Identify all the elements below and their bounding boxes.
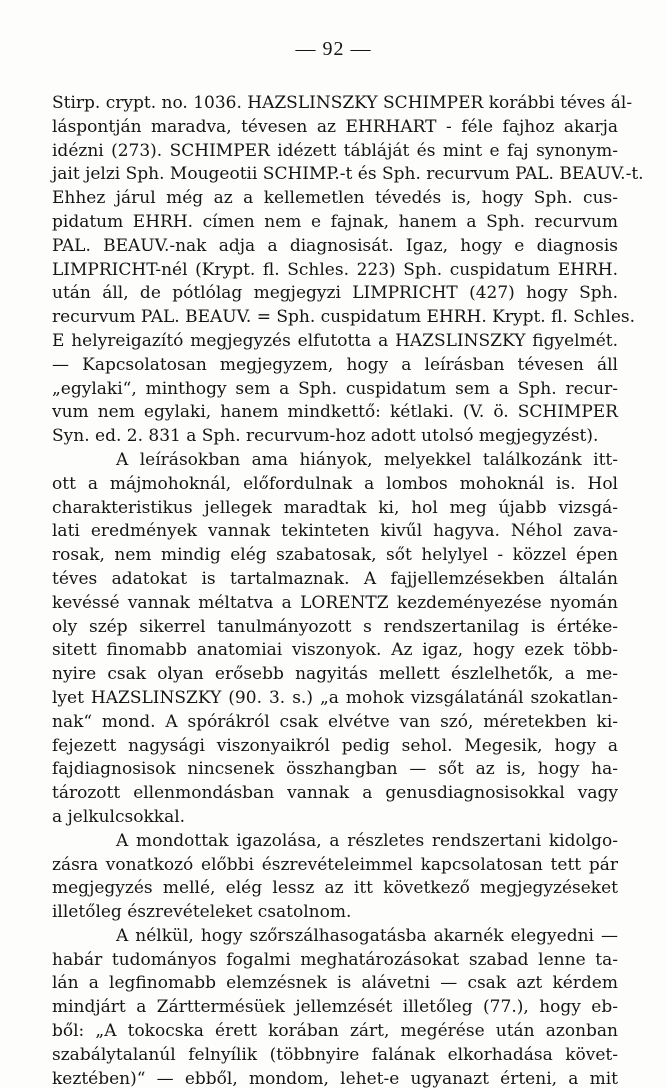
text-line: Ehhez járul még az a kellemetlen tévedés is, hogy Sph. cus- [52, 188, 618, 209]
text-line: charakteristikus jellegek maradtak ki, hol meg újabb vizsgá- [52, 497, 618, 518]
text-line: sitett finomabb anatomiai viszonyok. Az igaz, hogy ezek több- [52, 640, 618, 661]
text-line: pidatum EHRH. címen nem e fajnak, hanem a Sph. recurvum [52, 211, 618, 232]
paragraph [52, 830, 618, 925]
text-line: lán a legfinomabb elemzésnek is alávetni — csak azt kérdem [52, 973, 618, 994]
text-line: nyire csak olyan erősebb nagyitás mellett észlelhetők, a me- [52, 664, 618, 685]
page-body [52, 92, 644, 1091]
text-line: vum nem egylaki, hanem mindkettő: kétlaki. (V. ö. SCHIMPER [52, 402, 618, 423]
text-line: jait jelzi Sph. Mougeotii SCHIMP.-t és Sph. recurvum PAL. BEAUV.-t. [52, 164, 644, 185]
text-line: LIMPRICHT-nél (Krypt. fl. Schles. 223) Sph. cuspidatum EHRH. [52, 259, 618, 280]
text-line: PAL. BEAUV.-nak adja a diagnosisát. Igaz, hogy e diagnosis [52, 235, 618, 256]
text-line: A mondottak igazolása, a részletes rendszertani kidolgo- [116, 830, 618, 851]
text-line: idézni (273). SCHIMPER idézett tábláját és mint e faj synonym- [52, 140, 618, 161]
text-line: szabálytalanúl felnyílik (többnyire falának elkorhadása követ- [52, 1044, 618, 1065]
text-line: „egylaki“, minthogy sem a Sph. cuspidatum sem a Sph. recur- [52, 378, 618, 399]
text-line: fajdiagnosisok nincsenek összhangban — sőt az is, hogy ha- [52, 759, 618, 780]
text-line: megjegyzés mellé, elég lessz az itt következő megjegyzéseket [52, 878, 618, 899]
text-line: fejezett nagysági viszonyaikról pedig sehol. Megesik, hogy a [52, 735, 618, 756]
text-line: után áll, de pótlólag megjegyzi LIMPRICHT (427) hogy Sph. [52, 283, 618, 304]
text-line: láspontján maradva, tévesen az EHRHART - féle fajhoz akarja [52, 116, 618, 137]
text-line: — Kapcsolatosan megjegyzem, hogy a leírásban tévesen áll [52, 354, 618, 375]
text-line: a jelkulcsokkal. [52, 806, 186, 827]
text-line: mindjárt a Zárttermésüek jellemzését illetőleg (77.), hogy eb- [52, 997, 618, 1018]
text-line: zásra vonatkozó előbbi észrevételeimmel kapcsolatosan tett pár [52, 854, 618, 875]
paragraph [52, 925, 618, 1091]
text-line: keztében)“ — ebből, mondom, lehet-e ugyanazt érteni, a mit [52, 1068, 618, 1089]
text-line: habár tudományos fogalmi meghatározásokat szabad lenne ta- [52, 949, 618, 970]
text-line: A leírásokban ama hiányok, melyekkel találkozánk itt- [116, 449, 618, 470]
page-number: — 92 — [295, 38, 372, 60]
text-line: Stirp. crypt. no. 1036. HAZSLINSZKY SCHIMPER korábbi téves ál- [52, 93, 633, 113]
paragraph [52, 449, 618, 830]
text-line: lati eredmények vannak tekinteten kivűl hagyva. Néhol zava- [52, 521, 618, 542]
text-line: Syn. ed. 2. 831 a Sph. recurvum-hoz adott utolsó megjegyzést). [52, 426, 599, 447]
text-line: E helyreigazító megjegyzés elfutotta a HAZSLINSZKY figyelmét. [52, 330, 618, 351]
text-line: oly szép sikerrel tanulmányozott s rendszertanilag is értéke- [52, 616, 618, 637]
text-line: illetőleg észrevételeket csatolnom. [52, 902, 352, 923]
text-line: ott a májmohoknál, előfordulnak a lombos mohoknál is. Hol [52, 473, 618, 494]
text-line: rosak, nem mindig elég szabatosak, sőt helylyel - közzel épen [52, 545, 618, 566]
paragraph [52, 92, 644, 449]
text-line: ből: „A tokocska érett korában zárt, megérése után azonban [52, 1021, 618, 1042]
text-line: recurvum PAL. BEAUV. = Sph. cuspidatum EHRH. Krypt. fl. Schles. [52, 307, 636, 328]
text-line: nak“ mond. A spórákról csak elvétve van szó, méretekben ki- [52, 711, 618, 732]
text-line: tározott ellenmondásban vannak a genusdiagnosisokkal vagy [52, 783, 618, 804]
text-line: téves adatokat is tartalmaznak. A fajjellemzésekben általán [52, 568, 618, 589]
text-line: kevéssé vannak méltatva a LORENTZ kezdeményezése nyomán [52, 592, 618, 613]
text-line: A nélkül, hogy szőrszálhasogatásba akarnék elegyedni — [116, 925, 618, 946]
text-line: lyet HAZSLINSZKY (90. 3. s.) „a mohok vizsgálatánál szokatlan- [52, 687, 618, 708]
